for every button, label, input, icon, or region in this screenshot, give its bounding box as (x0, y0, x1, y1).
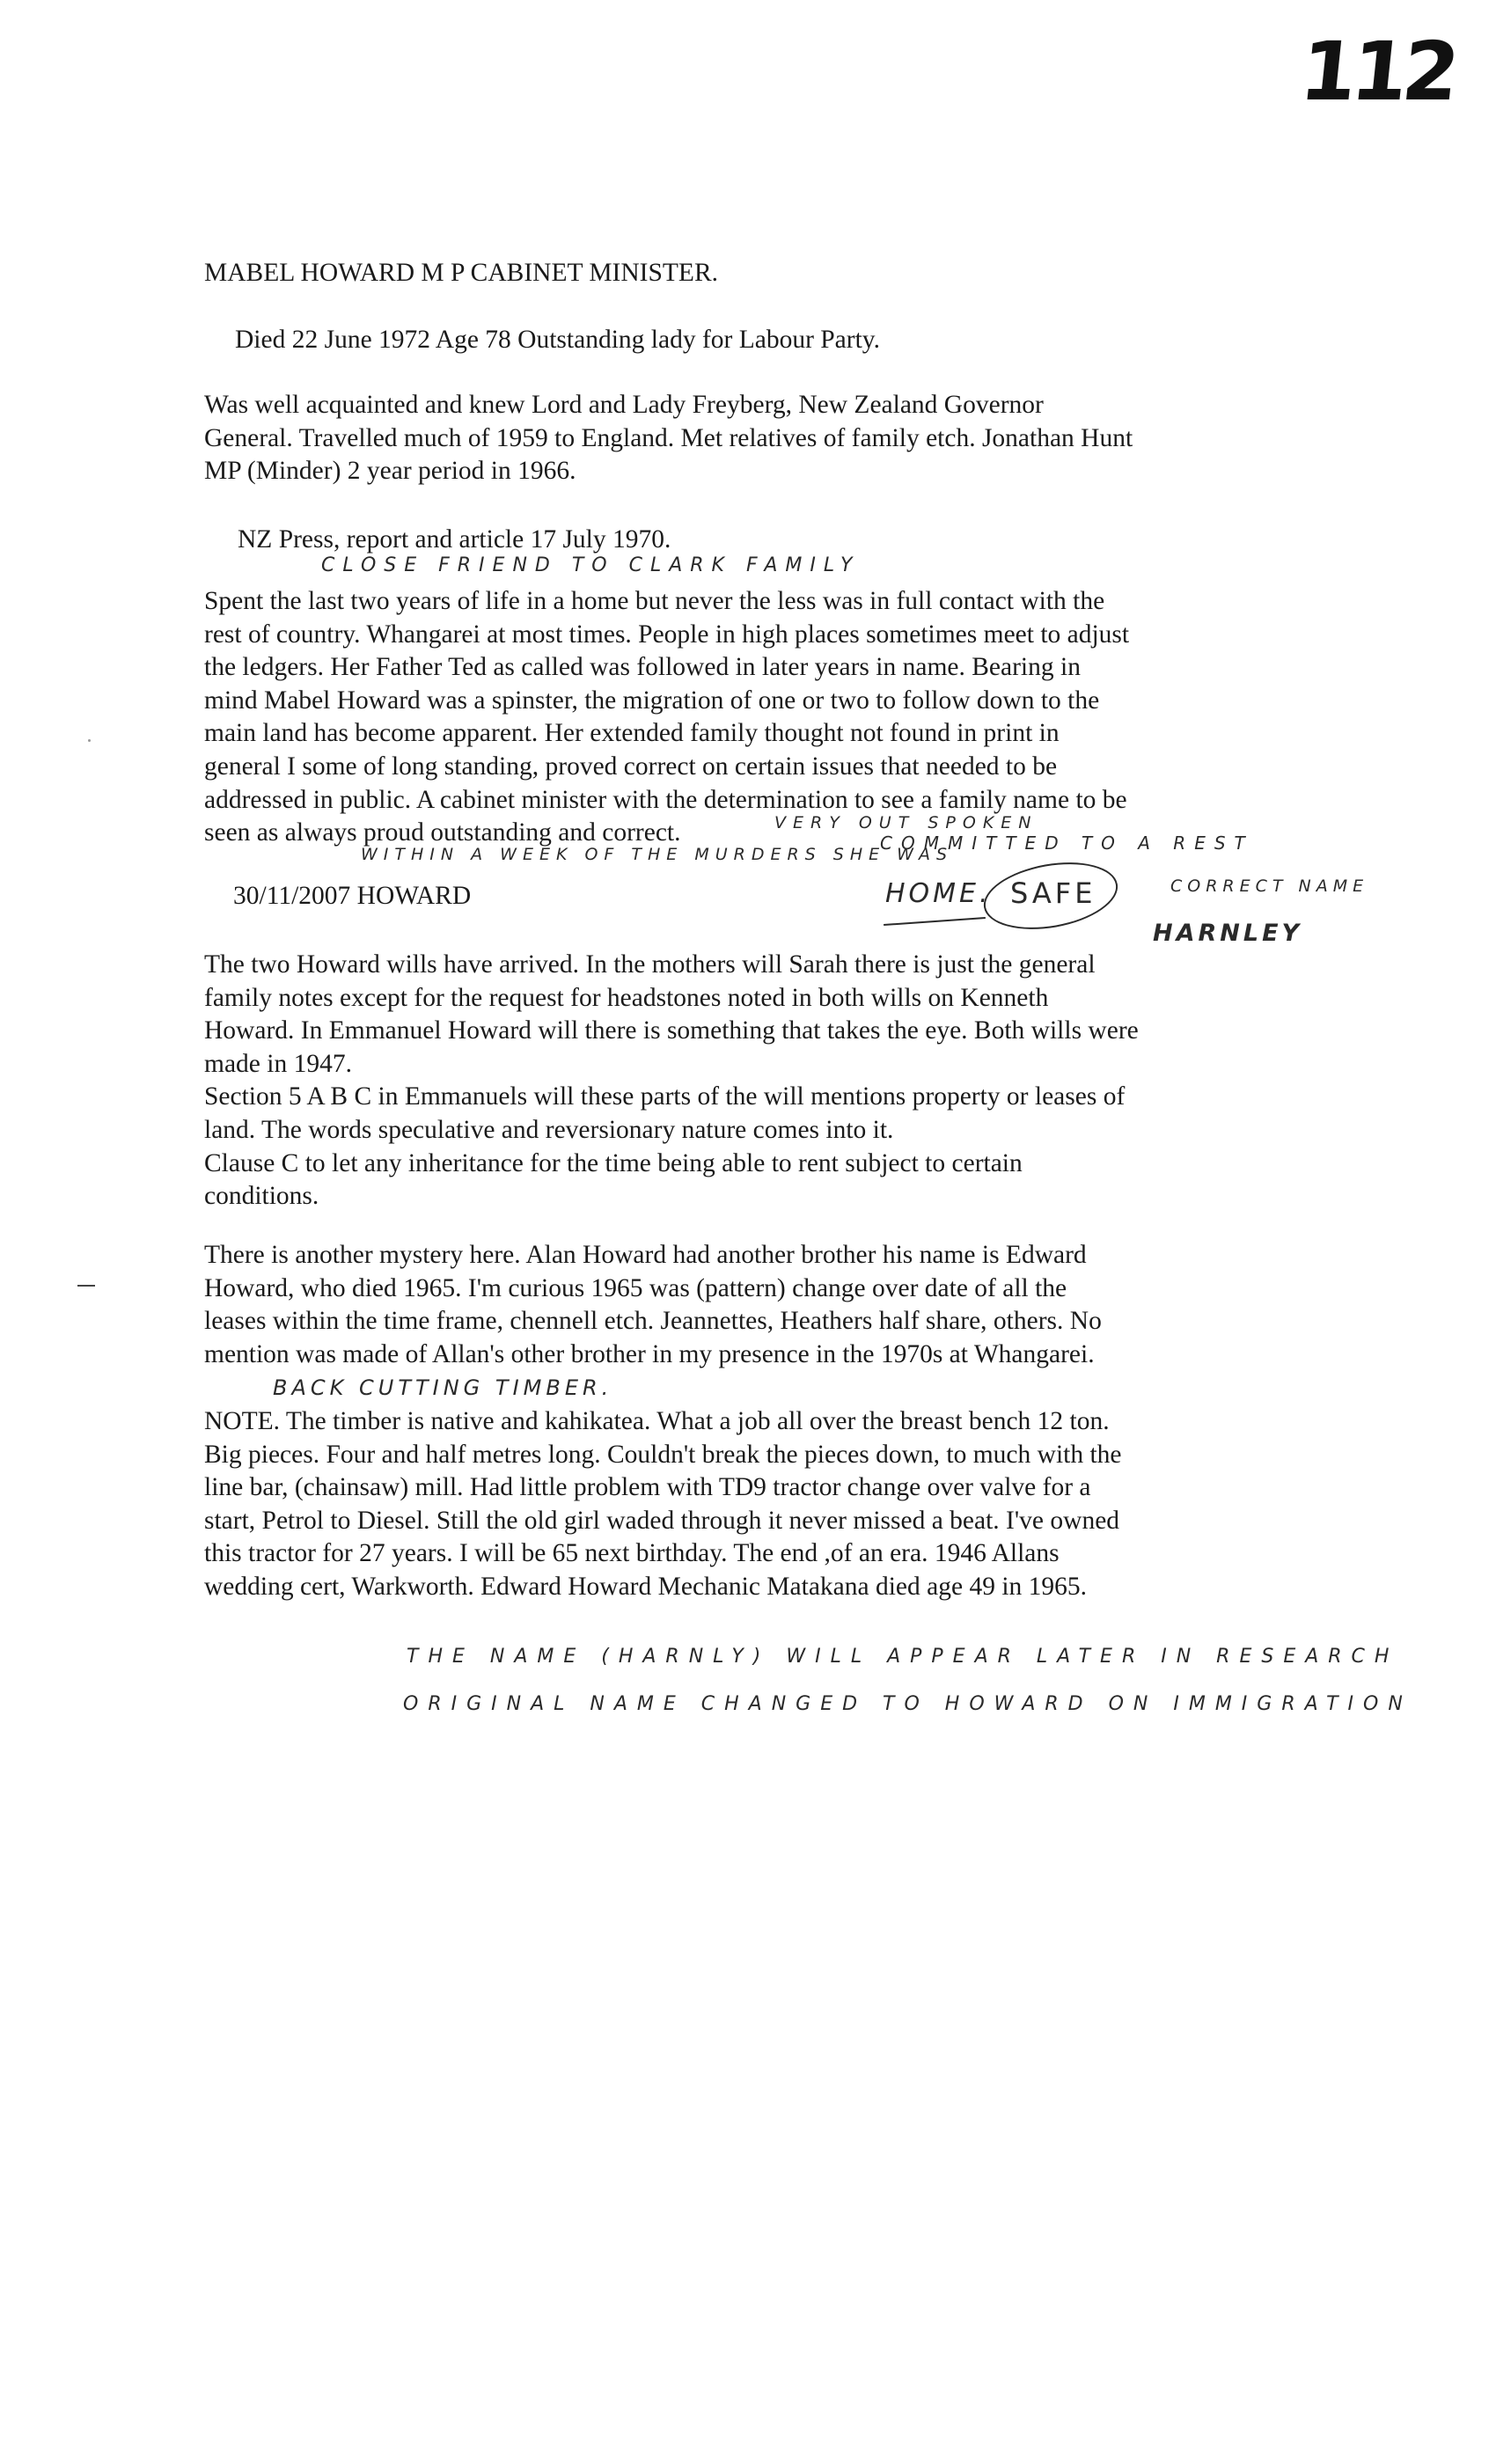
handwritten-correct-name: CORRECT NAME (1170, 876, 1369, 896)
text-line: MP (Minder) 2 year period in 1966. (204, 457, 576, 486)
note-paragraph (204, 1405, 1122, 1604)
text-line: mention was made of Allan's other brother in my presence in the 1970s at Whangarei. (204, 1339, 1095, 1368)
handwritten-close-friend: CLOSE FRIEND TO CLARK FAMILY (321, 554, 861, 576)
handwritten-back-cutting: BACK CUTTING TIMBER. (273, 1375, 613, 1400)
handwritten-harnley: HARNLEY (1153, 920, 1303, 947)
text-line: NOTE. The timber is native and kahikatea. What a job all over the breast bench 12 ton. (204, 1407, 1110, 1435)
text-line: line bar, (chainsaw) mill. Had little problem with TD9 tractor change over valve for a (204, 1473, 1091, 1502)
text-line: Howard. In Emmanuel Howard will there is something that takes the eye. Both wills were (204, 1016, 1139, 1045)
text-line: conditions. (204, 1182, 319, 1211)
home-underline (884, 917, 986, 926)
text-line: start, Petrol to Diesel. Still the old girl waded through it never missed a beat. I've owned (204, 1506, 1120, 1535)
text-line: land. The words speculative and reversionary nature comes into it. (204, 1115, 894, 1144)
press-line: NZ Press, report and article 17 July 1970. (238, 525, 671, 554)
mystery-paragraph (204, 1239, 1102, 1371)
text-line: Howard, who died 1965. I'm curious 1965 was (pattern) change over date of all the (204, 1273, 1067, 1302)
handwritten-name-note: THE NAME (HARNLY) WILL APPEAR LATER IN RESEARCH (407, 1646, 1399, 1668)
text-line: main land has become apparent. Her extended family thought not found in print in (204, 719, 1060, 748)
freyberg-paragraph (204, 389, 1133, 488)
document-heading: MABEL HOWARD M P CABINET MINISTER. (204, 259, 719, 287)
text-line: family notes except for the request for headstones noted in both wills on Kenneth (204, 983, 1049, 1012)
text-line: addressed in public. A cabinet minister with the determination to see a family name to be (204, 785, 1127, 814)
margin-mark (77, 1285, 95, 1287)
text-line: seen as always proud outstanding and correct. (204, 818, 681, 847)
text-line: Big pieces. Four and half metres long. Couldn't break the pieces down, to much with the (204, 1440, 1122, 1469)
handwritten-safe: SAFE (1010, 876, 1096, 910)
text-line: Section 5 A B C in Emmanuels will these parts of the will mentions property or leases of (204, 1082, 1126, 1111)
spent-paragraph (204, 585, 1129, 850)
text-line: rest of country. Whangarei at most times. People in high places sometimes meet to adjust (204, 620, 1130, 649)
died-line: Died 22 June 1972 Age 78 Outstanding lady for Labour Party. (235, 326, 881, 354)
handwritten-committed: COMMITTED TO A REST (880, 832, 1254, 854)
date-line: 30/11/2007 HOWARD (233, 882, 472, 910)
text-line: the ledgers. Her Father Ted as called was followed in later years in name. Bearing in (204, 653, 1081, 682)
text-line: this tractor for 27 years. I will be 65 next birthday. The end ,of an era. 1946 Allans (204, 1539, 1060, 1568)
text-line: wedding cert, Warkworth. Edward Howard Mechanic Matakana died age 49 in 1965. (204, 1572, 1088, 1601)
margin-dot (88, 739, 91, 742)
handwritten-very-outspoken: VERY OUT SPOKEN (774, 813, 1038, 832)
text-line: leases within the time frame, chennell etch. Jeannettes, Heathers half share, others. No (204, 1307, 1102, 1336)
text-line: There is another mystery here. Alan Howard had another brother his name is Edward (204, 1241, 1087, 1269)
text-line: General. Travelled much of 1959 to England. Met relatives of family etch. Jonathan Hunt (204, 423, 1133, 452)
text-line: Was well acquainted and knew Lord and Lady Freyberg, New Zealand Governor (204, 391, 1044, 419)
text-line: Clause C to let any inheritance for the time being able to rent subject to certain (204, 1148, 1023, 1177)
handwritten-home: HOME. (885, 878, 992, 909)
text-line: The two Howard wills have arrived. In the mothers will Sarah there is just the general (204, 950, 1096, 979)
handwritten-within-week: WITHIN A WEEK OF THE MURDERS SHE WAS (361, 845, 954, 864)
text-line: Spent the last two years of life in a home but never the less was in full contact with the (204, 587, 1105, 615)
handwritten-original-name: ORIGINAL NAME CHANGED TO HOWARD ON IMMIGRATION (403, 1693, 1412, 1715)
page-number: 112 (1295, 25, 1459, 119)
text-line: general I some of long standing, proved correct on certain issues that needed to be (204, 752, 1058, 781)
text-line: made in 1947. (204, 1049, 352, 1078)
wills-paragraph (204, 949, 1139, 1214)
text-line: mind Mabel Howard was a spinster, the migration of one or two to follow down to the (204, 686, 1100, 715)
